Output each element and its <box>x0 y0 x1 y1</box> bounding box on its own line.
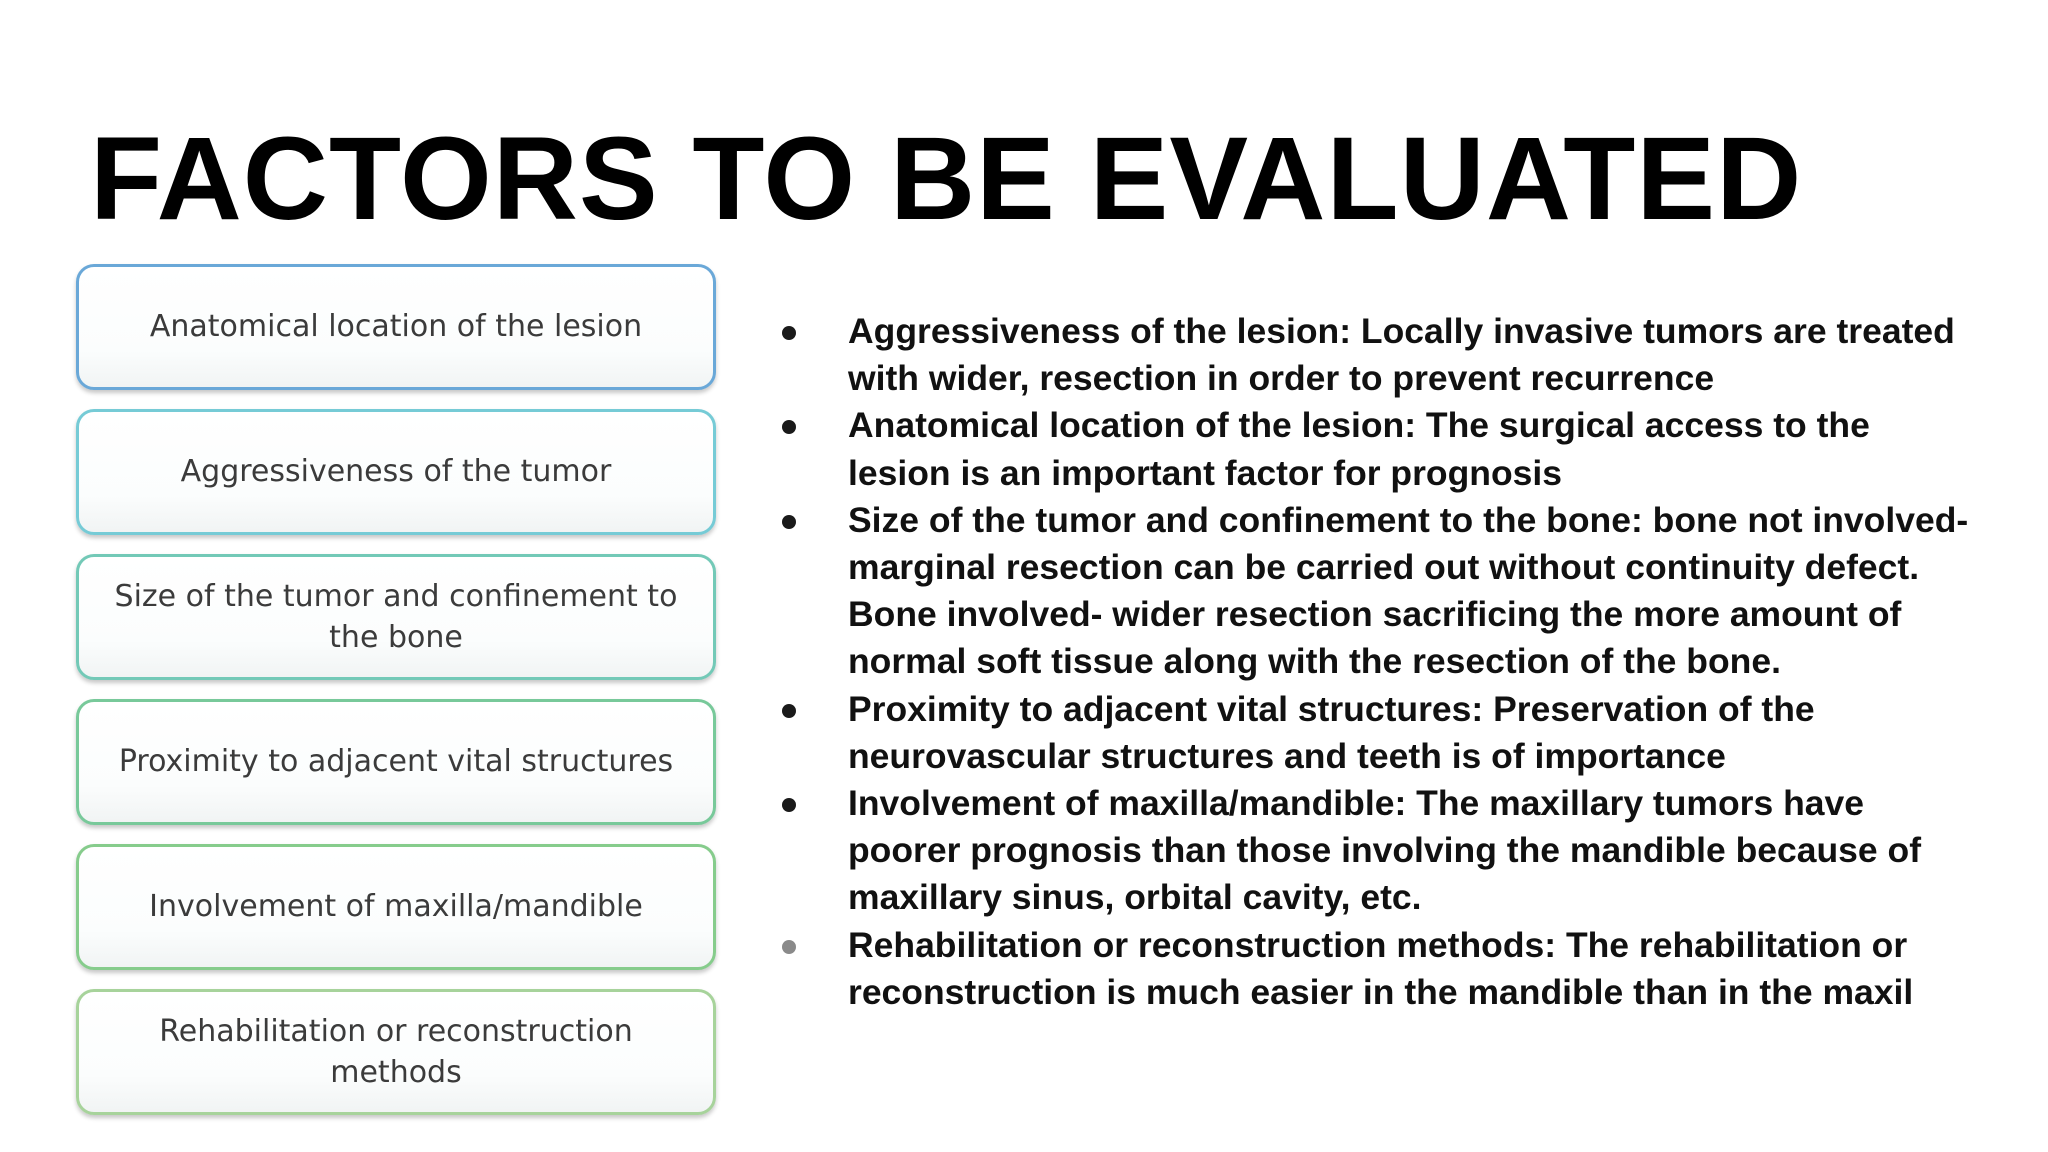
bullet-item-aggressiveness <box>782 308 1972 402</box>
bullet-text: Aggressiveness of the lesion: Locally invasive tumors are treated with wider, resection in order to prevent recurrence <box>848 311 1955 399</box>
factor-box-size-confinement: Size of the tumor and confinement to the bone <box>76 554 716 680</box>
bullet-item-rehabilitation <box>782 922 1972 1016</box>
factor-box-aggressiveness: Aggressiveness of the tumor <box>76 409 716 535</box>
bullet-item-size-confinement <box>782 497 1972 686</box>
bullet-text: Anatomical location of the lesion: The surgical access to the lesion is an important factor for prognosis <box>848 405 1870 493</box>
bullet-dot-icon <box>782 940 796 954</box>
bullet-text: Rehabilitation or reconstruction methods: The rehabilitation or reconstruction is much easier in the mandible than in the maxil <box>848 924 1914 1012</box>
slide-title: FACTORS TO BE EVALUATED <box>90 113 1803 245</box>
bullet-text: Proximity to adjacent vital structures: Preservation of the neurovascular structures and teeth is of importance <box>848 688 1815 776</box>
factor-box-anatomical-location: Anatomical location of the lesion <box>76 264 716 390</box>
bullet-text: Involvement of maxilla/mandible: The maxillary tumors have poorer prognosis than those involving the mandible because of maxillary sinus, orbital cavity, etc. <box>848 783 1922 918</box>
bullet-dot-icon <box>782 704 796 718</box>
factor-box-maxilla-mandible: Involvement of maxilla/mandible <box>76 844 716 970</box>
bullet-text: Size of the tumor and confinement to the bone: bone not involved- marginal resection can be carried out without continuity defect. Bone involved- wider resection sacrificing the more amount of normal soft tissue along with the resection of the bone. <box>848 499 1969 682</box>
bullet-dot-icon <box>782 326 796 340</box>
bullet-item-anatomical-location <box>782 402 1972 496</box>
bullet-dot-icon <box>782 420 796 434</box>
factor-box-proximity: Proximity to adjacent vital structures <box>76 699 716 825</box>
bullet-item-maxilla-mandible <box>782 780 1972 922</box>
factor-box-rehabilitation: Rehabilitation or reconstruction methods <box>76 989 716 1115</box>
factor-bullet-list <box>782 308 1972 1016</box>
bullet-dot-icon <box>782 798 796 812</box>
bullet-item-proximity <box>782 686 1972 780</box>
bullet-dot-icon <box>782 515 796 529</box>
